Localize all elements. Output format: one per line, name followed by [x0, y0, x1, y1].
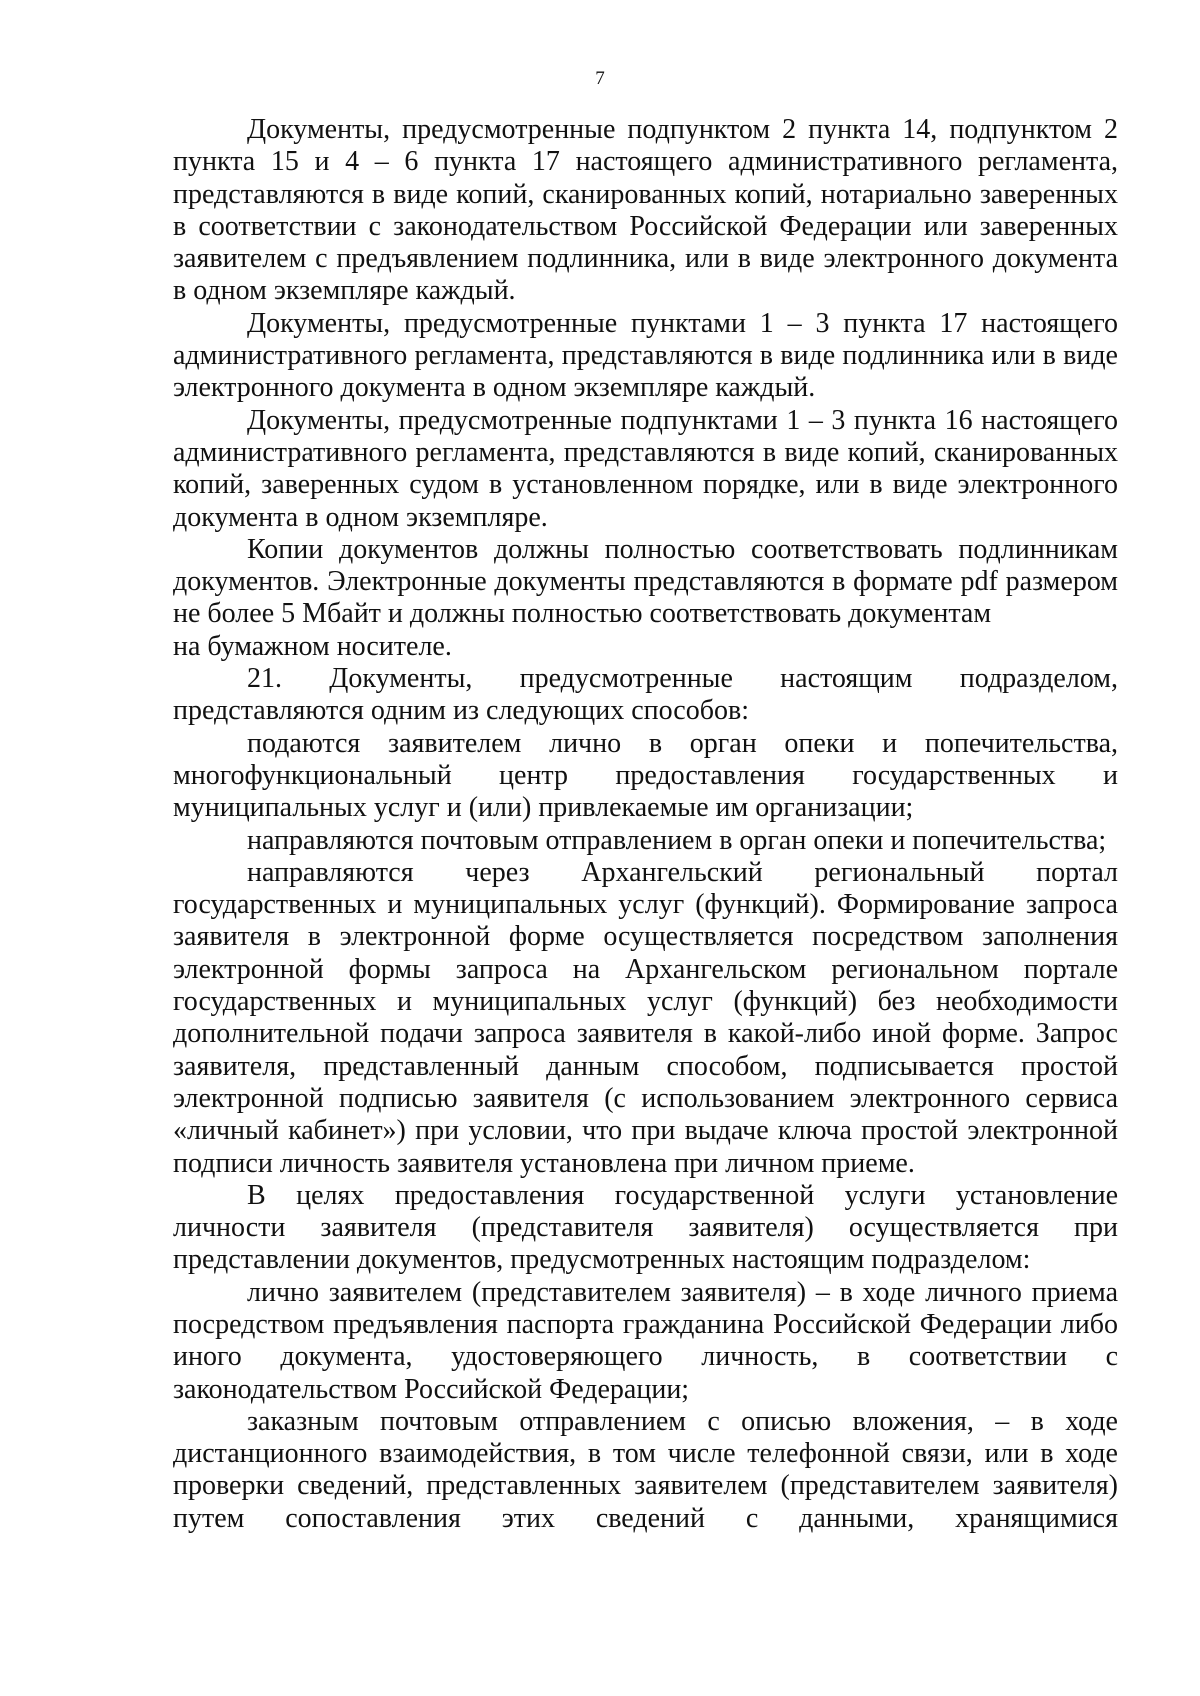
paragraph: Копии документов должны полностью соответствовать подлинникам документов. Электронные документы представляются в формате pdf размером не более 5 Мбайт и должны полностью соответствовать документам	[173, 533, 1118, 630]
page-number: 7	[595, 68, 605, 89]
paragraph: 21. Документы, предусмотренные настоящим подразделом, представляются одним из следующих способов:	[173, 663, 1118, 727]
paragraph: заказным почтовым отправлением с описью вложения, – в ходе дистанционного взаимодействия, в том числе телефонной связи, или в ходе проверки сведений, представленных заявителем (представителем заявителя) путем сопоставления этих сведений с данными, хранящимися	[173, 1405, 1118, 1534]
paragraph: подаются заявителем лично в орган опеки и попечительства, многофункциональный центр предоставления государственных и муниципальных услуг и (или) привлекаемые им организации;	[173, 727, 1118, 824]
paragraph: направляются почтовым отправлением в орган опеки и попечительства;	[247, 824, 1107, 856]
paragraph: лично заявителем (представителем заявителя) – в ходе личного приема посредством предъявления паспорта гражданина Российской Федерации либо иного документа, удостоверяющего личность, в соответствии с законодательством Российской Федерации;	[173, 1276, 1118, 1405]
paragraph-continuation: на бумажном носителе.	[173, 630, 452, 662]
paragraph: В целях предоставления государственной услуги установление личности заявителя (представителя заявителя) осуществляется при представлении документов, предусмотренных настоящим подразделом:	[173, 1179, 1118, 1276]
document-body	[173, 114, 1118, 1535]
paragraph: Документы, предусмотренные пунктами 1 – 3 пункта 17 настоящего административного регламента, представляются в виде подлинника или в виде электронного документа в одном экземпляре каждый.	[173, 307, 1118, 404]
paragraph: направляются через Архангельский региональный портал государственных и муниципальных услуг (функций). Формирование запроса заявителя в электронной форме осуществляется посредством заполнения электронной формы запроса на Архангельском региональном портале государственных и муниципальных услуг (функций) без необходимости дополнительной подачи запроса заявителя в какой-либо иной форме. Запрос заявителя, представленный данным способом, подписывается простой электронной подписью заявителя (с использованием электронного сервиса «личный кабинет») при условии, что при выдаче ключа простой электронной подписи личность заявителя установлена при личном приеме.	[173, 856, 1118, 1179]
paragraph: Документы, предусмотренные подпунктом 2 пункта 14, подпунктом 2 пункта 15 и 4 – 6 пункта 17 настоящего административного регламента, представляются в виде копий, сканированных копий, нотариально заверенных в соответствии с законодательством Российской Федерации или заверенных заявителем с предъявлением подлинника, или в виде электронного документа в одном экземпляре каждый.	[173, 114, 1118, 307]
paragraph: Документы, предусмотренные подпунктами 1 – 3 пункта 16 настоящего административного регламента, представляются в виде копий, сканированных копий, заверенных судом в установленном порядке, или в виде электронного документа в одном экземпляре.	[173, 404, 1118, 533]
